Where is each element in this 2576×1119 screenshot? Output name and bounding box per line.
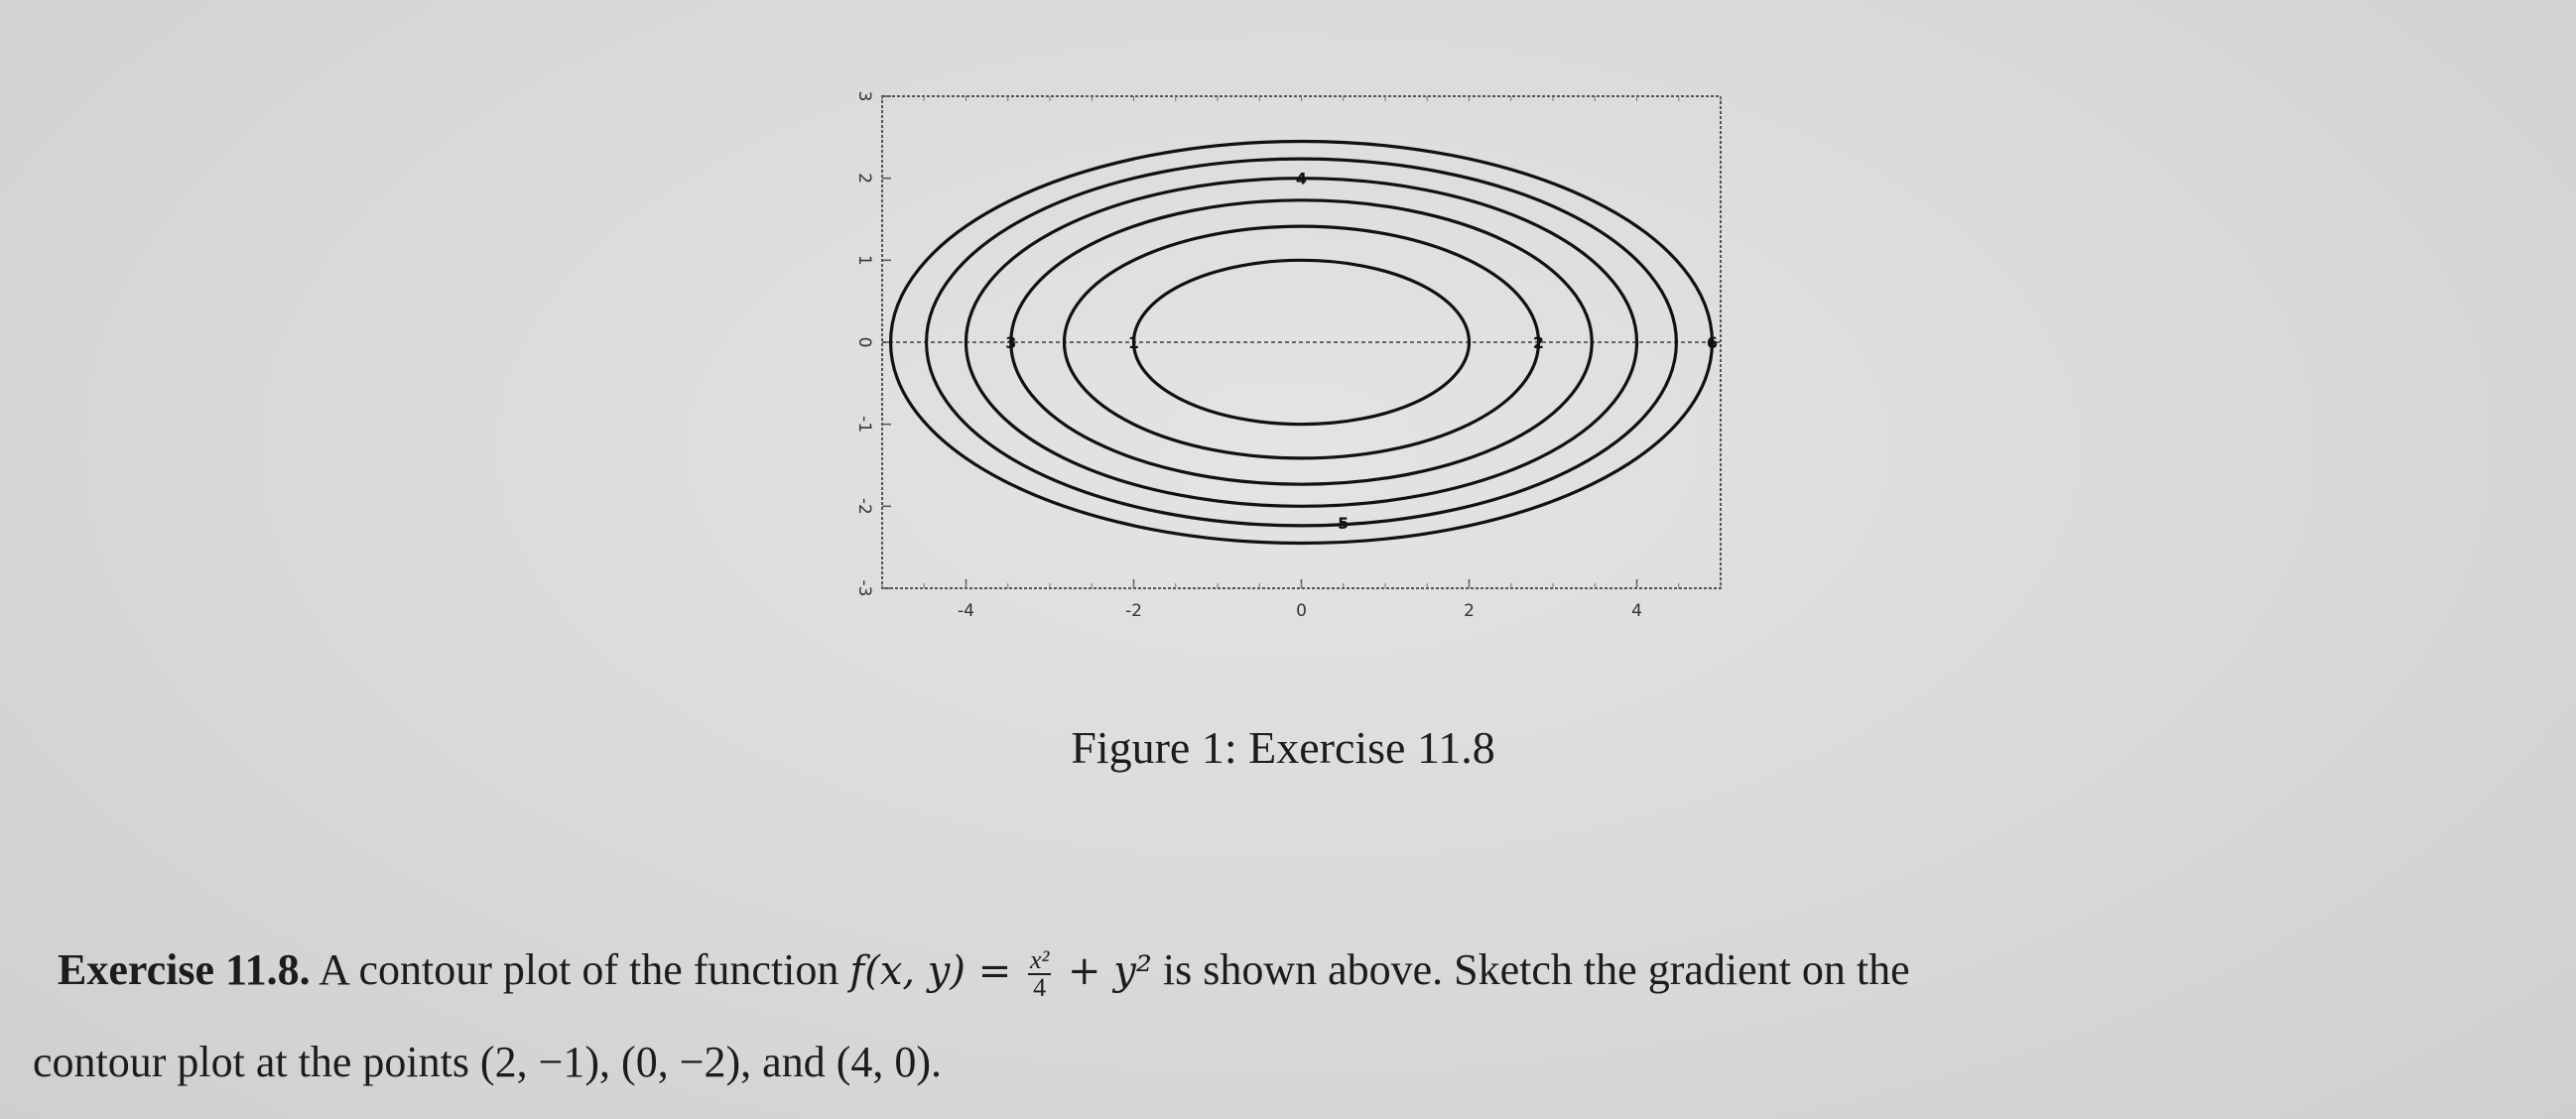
- exercise-text: [33, 925, 2538, 1108]
- y-tick-label: 2: [854, 173, 874, 185]
- x-tick-label: -4: [958, 601, 974, 621]
- x-tick-label: 2: [1464, 601, 1475, 621]
- y-tick-label: 0: [854, 336, 874, 348]
- exercise-text-part2: is shown above. Sketch the gradient on the: [1151, 945, 1910, 994]
- function-lhs: f(x, y) =: [849, 948, 1024, 994]
- y-tick-label: -2: [854, 497, 874, 515]
- figure-caption: [0, 721, 2576, 774]
- contour-label: 5: [1338, 513, 1350, 533]
- exercise-text-part1: A contour plot of the function: [310, 945, 850, 994]
- y-tick-label: -3: [854, 579, 874, 597]
- x-tick-label: 4: [1631, 601, 1642, 621]
- contour-label: 2: [1532, 333, 1545, 352]
- y-tick-label: 3: [854, 90, 874, 102]
- exercise-label: Exercise 11.8.: [58, 945, 311, 994]
- contour-label: 4: [1295, 169, 1308, 188]
- function-rhs: + y²: [1055, 948, 1152, 994]
- function-fraction: [1028, 944, 1051, 1002]
- y-tick-label: -1: [854, 416, 874, 434]
- contour-label: 1: [1127, 333, 1140, 352]
- contour-label: 3: [1005, 333, 1017, 352]
- fraction-numerator: x²: [1029, 944, 1050, 974]
- x-tick-label: 0: [1296, 601, 1307, 621]
- x-tick-label: -2: [1125, 601, 1142, 621]
- y-tick-label: 1: [854, 254, 874, 266]
- exercise-text-line2: contour plot at the points (2, −1), (0, −2), and (4, 0).: [33, 1038, 943, 1086]
- contour-label: 6: [1706, 333, 1719, 352]
- figure-caption-text: Figure 1: Exercise 11.8: [1071, 722, 1495, 773]
- fraction-denominator: 4: [1033, 972, 1047, 1002]
